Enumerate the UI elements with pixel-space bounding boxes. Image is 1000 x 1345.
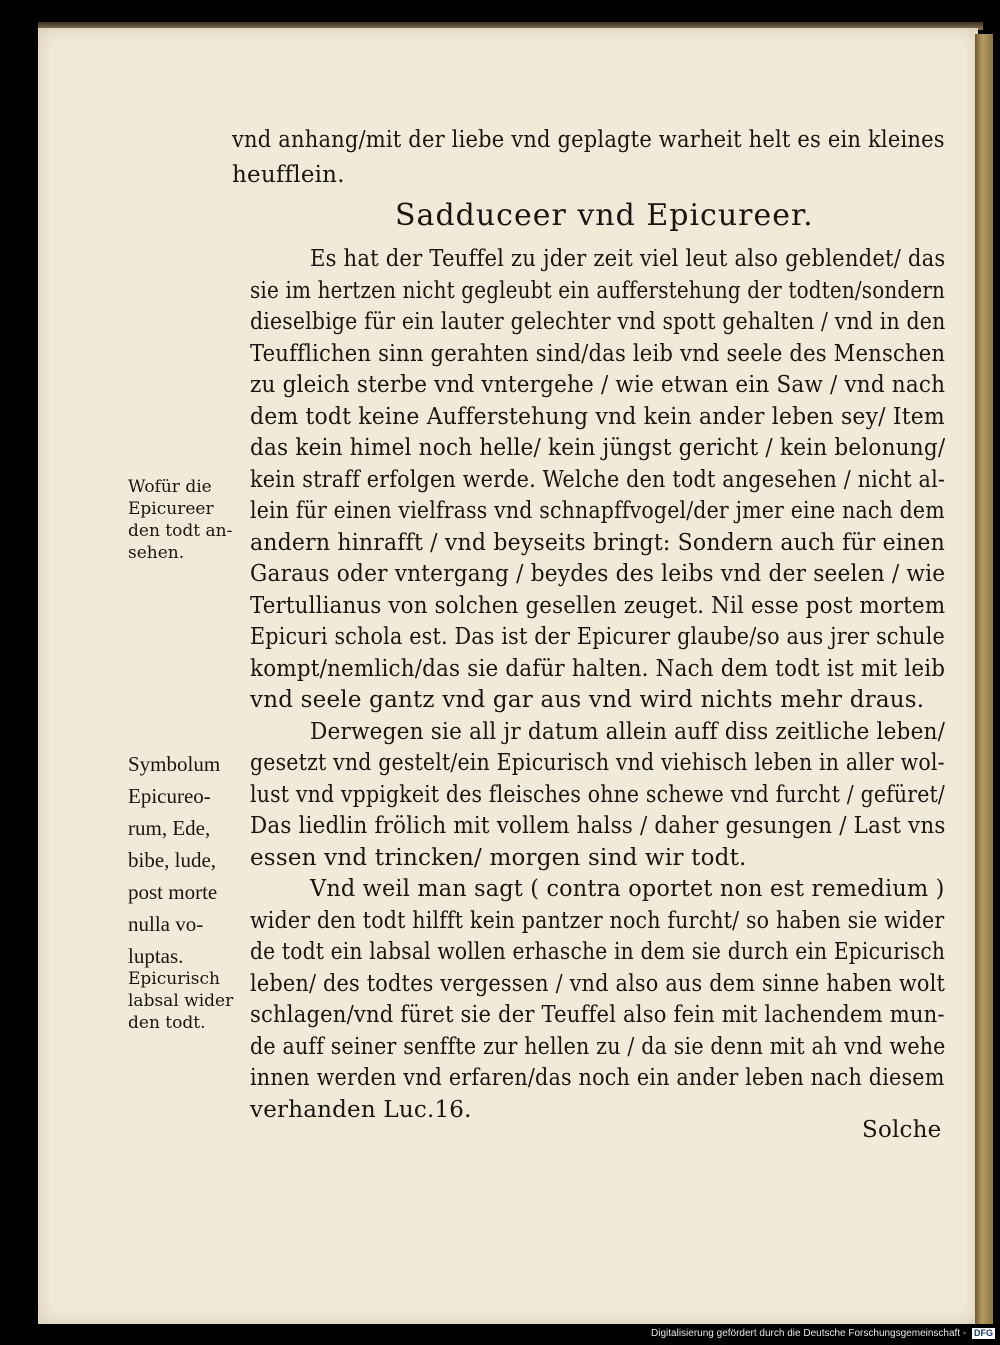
body-line: essen vnd trincken/ morgen sind wir todt. (250, 844, 747, 871)
margin-note-2 (128, 748, 220, 972)
body-line: Garaus oder vntergang / beydes des leibs vnd der seelen / wie (250, 561, 946, 587)
body-line: Epicuri schola est. Das ist der Epicurer glaube/so aus jrer schule (250, 624, 945, 650)
body-line: kompt/nemlich/das sie dafür halten. Nach dem todt ist mit leib (250, 655, 946, 682)
body-line: de todt ein labsal wollen erhasche in dem sie durch ein Epicurisch (250, 939, 946, 965)
body-line: de auff seiner senffte zur hellen zu / da sie denn mit ah vnd wehe (250, 1033, 946, 1060)
body-line: verhanden Luc.16. (250, 1096, 472, 1123)
margin-note-line: den todt. (128, 1013, 206, 1033)
margin-note-line: labsal wider (128, 991, 234, 1011)
dfg-logo: DFG (974, 1328, 993, 1338)
margin-note-line: Epicurisch (128, 969, 220, 989)
margin-note-line: sehen. (128, 543, 185, 563)
body-line: Teufflichen sinn gerahten sind/das leib vnd seele des Menschen (250, 340, 946, 367)
section-heading: Sadduceer vnd Epicureer. (395, 198, 814, 233)
digitization-footer (600, 1327, 995, 1341)
margin-note-line: luptas. (128, 944, 184, 968)
top-line-2: heufflein. (232, 162, 345, 188)
body-line: lein für einen vielfrass vnd schnapffvogel/der jmer eine nach dem (250, 498, 945, 524)
margin-note-line: Epicureo- (128, 784, 211, 808)
margin-note-1 (128, 476, 232, 564)
margin-note-line: den todt an- (128, 521, 233, 541)
body-line: zu gleich sterbe vnd vntergehe / wie etwan ein Saw / vnd nach (250, 372, 946, 398)
margin-note-line: rum, Ede, (128, 816, 211, 840)
margin-note-line: post morte (128, 880, 218, 904)
margin-note-line: bibe, lude, (128, 848, 217, 872)
body-line: sie im hertzen nicht gegleubt ein aufferstehung der todten/sondern (250, 277, 946, 304)
body-line: Es hat der Teuffel zu jder zeit viel leut also geblendet/ das (310, 246, 946, 272)
body-line: dem todt keine Aufferstehung vnd kein ander leben sey/ Item (250, 403, 945, 430)
top-line-1: vnd anhang/mit der liebe vnd geplagte warheit helt es ein kleines (232, 127, 945, 153)
body-line: andern hinrafft / vnd beyseits bringt: Sondern auch für einen (250, 529, 945, 556)
body-line: wider den todt hilfft kein pantzer noch furcht/ so haben sie wider (250, 907, 945, 934)
margin-note-line: nulla vo- (128, 912, 204, 936)
body-line: gesetzt vnd gestelt/ein Epicurisch vnd viehisch leben in aller wol- (250, 750, 945, 776)
body-line: Das liedlin frölich mit vollem halss / daher gesungen / Last vns (250, 813, 946, 839)
margin-note-line: Epicureer (128, 499, 214, 519)
body-line: vnd seele gantz vnd gar aus vnd wird nichts mehr draus. (250, 687, 925, 713)
body-line: das kein himel noch helle/ kein jüngst gericht / kein belonung/ (250, 435, 946, 461)
body-line: Derwegen sie all jr datum allein auff diss zeitliche leben/ (310, 718, 946, 745)
body-line: schlagen/vnd füret sie der Teuffel also fein mit lachendem mun- (250, 1002, 945, 1028)
body-line: Vnd weil man sagt ( contra oportet non est remedium ) (310, 876, 945, 902)
page-right-edge (975, 34, 993, 1324)
body-line: innen werden vnd erfaren/das noch ein ander leben nach diesem (250, 1065, 945, 1091)
body-line: lust vnd vppigkeit des fleisches ohne schewe vnd furcht / gefüret/ (250, 781, 946, 808)
body-line: kein straff erfolgen werde. Welche den todt angesehen / nicht al- (250, 466, 946, 493)
catchword: Solche (862, 1117, 942, 1143)
footer-text: Digitalisierung gefördert durch die Deutsche Forschungsgemeinschaft - (651, 1328, 967, 1339)
body-line: leben/ des todtes vergessen / vnd also aus dem sinne haben wolt (250, 970, 946, 997)
margin-note-line: Wofür die (128, 477, 212, 497)
margin-note-line: Symbolum (128, 752, 221, 776)
margin-note-3 (128, 968, 233, 1034)
body-line: Tertullianus von solchen gesellen zeuget. Nil esse post mortem (250, 592, 946, 619)
body-line: dieselbige für ein lauter gelechter vnd spott gehalten / vnd in den (250, 309, 946, 335)
